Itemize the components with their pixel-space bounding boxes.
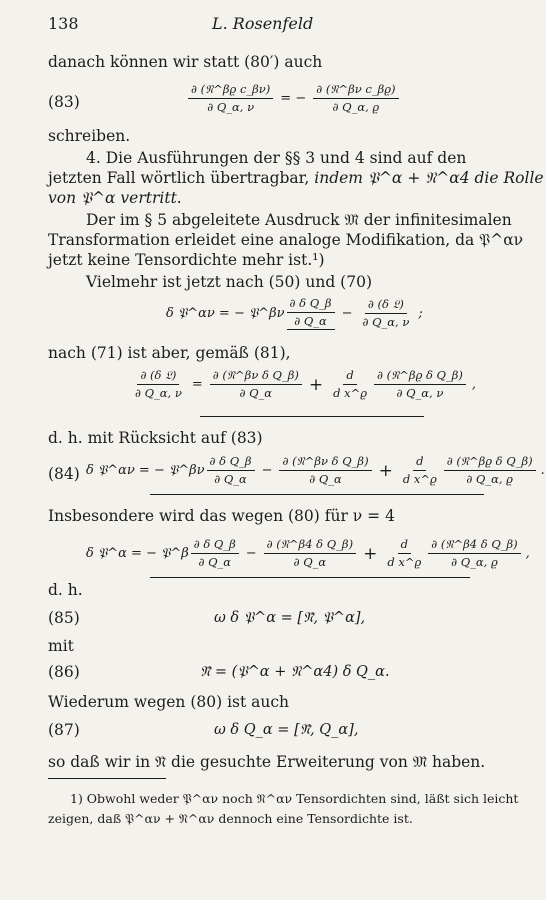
- equation-label: (87): [48, 721, 80, 739]
- fraction: $\frac{\text{∂ (δ 𝔏)}}{\partial Q\_\alpha, \nu}$: [362, 296, 410, 329]
- underline-rule: [150, 494, 484, 495]
- text-line: schreiben.: [48, 127, 131, 145]
- fraction: $\frac{d}{\text{d x\textasciicircum{}ϱ}}$: [387, 537, 422, 569]
- fraction: $\frac{\text{∂ (𝔑\textasciicircum{}β4 δ Q\_β)}}{\partial Q\_\alpha, ϱ}$: [428, 537, 520, 570]
- footnote-rule: [48, 778, 166, 779]
- fraction: $\frac{\text{∂ (𝔑\textasciicircum{}βϱ δ Q\_β)}}{\partial Q\_\alpha, ϱ}$: [444, 454, 536, 487]
- text-line: Insbesondere wird das wegen (80) für ν = 4: [48, 507, 395, 525]
- text-line: jetzt keine Tensordichte mehr ist.¹): [48, 251, 325, 269]
- equation-84: δ 𝔓^αν = − 𝔓^βν $\frac{\text{∂ δ Q\_β}}{\partial Q\_\alpha}$ − $\frac{\text{∂ (𝔑\textasciicircum{}βν δ Q\_β)}}{\partial Q\_\alpha}$ + $\frac{d}{\text{d x\textasciicircum{}ϱ}}$ $\frac{\text{∂ (𝔑\textasciicircum{}βϱ δ Q\_β)}}{\partial Q\_\alpha, ϱ}$ .: [86, 454, 545, 486]
- equation-delta-p: δ 𝔓^αν = − 𝔓^βν $\frac{\text{∂ δ Q\_β}}{\partial Q\_\alpha}$ − $\frac{\text{∂ (δ 𝔏)}}{\partial Q\_\alpha, \nu}$ ;: [166, 296, 423, 329]
- running-head: L. Rosenfeld: [212, 14, 314, 33]
- fraction: $\frac{d}{\text{d x\textasciicircum{}ϱ}}$: [333, 368, 368, 400]
- equation-delta-l: $\frac{\text{∂ (δ 𝔏)}}{\partial Q\_\alpha, \nu}$ = $\frac{\text{∂ (𝔑\textasciicircum{}βν δ Q\_β)}}{\partial Q\_\alpha}$ + $\frac{d}{\text{d x\textasciicircum{}ϱ}}$ $\frac{\text{∂ (𝔑\textasciicircum{}βϱ δ Q\_β)}}{\partial Q\_\alpha, \nu}$ ,: [130, 368, 476, 401]
- text-line: d. h. mit Rücksicht auf (83): [48, 429, 263, 447]
- text-line: Der im § 5 abgeleitete Ausdruck 𝔐̄ der infinitesimalen: [86, 211, 512, 229]
- footnote-line: zeigen, daß 𝔓^αν + 𝔑^αν dennoch eine Tensordichte ist.: [48, 811, 413, 826]
- fraction: $\frac{\text{∂ (𝔑\textasciicircum{}βϱ c\_βν)}}{\partial Q\_\alpha, \nu}$: [188, 82, 273, 115]
- equation-86: 𝔑̄ = (𝔓^α + 𝔑^α4) δ Q_α.: [200, 664, 390, 680]
- equation-label: (84): [48, 465, 80, 483]
- equation-85: ω δ 𝔓^α = [𝔑̄, 𝔓^α],: [214, 610, 366, 626]
- text-line: nach (71) ist aber, gemäß (81),: [48, 344, 291, 362]
- paragraph-4: 4. Die Ausführungen der §§ 3 und 4 sind auf den: [86, 149, 467, 167]
- underline-rule: [200, 416, 424, 417]
- fraction: $\frac{\text{∂ (δ 𝔏)}}{\partial Q\_\alpha, \nu}$: [135, 368, 182, 400]
- text-line: danach können wir statt (80′) auch: [48, 53, 323, 71]
- equation-nu-4: δ 𝔓^α = − 𝔓^β $\frac{\text{∂ δ Q\_β}}{\partial Q\_\alpha}$ − $\frac{\text{∂ (𝔑\textasciicircum{}β4 δ Q\_β)}}{\partial Q\_\alpha}$ + $\frac{d}{\text{d x\textasciicircum{}ϱ}}$ $\frac{\text{∂ (𝔑\textasciicircum{}β4 δ Q\_β)}}{\partial Q\_\alpha, ϱ}$ ,: [86, 537, 530, 569]
- equation-87: ω δ Q_α = [𝔑̄, Q_α],: [214, 722, 359, 738]
- fraction: $\frac{\text{∂ (𝔑\textasciicircum{}βν c\_βϱ)}}{\partial Q\_\alpha, ϱ}$: [313, 82, 398, 115]
- text-line: d. h.: [48, 581, 83, 599]
- equation-label: (83): [48, 93, 80, 111]
- fraction: $\frac{d}{\text{d x\textasciicircum{}ϱ}}$: [402, 454, 437, 486]
- text-line: Wiederum wegen (80) ist auch: [48, 693, 290, 711]
- equation-label: (86): [48, 663, 80, 681]
- fraction: $\frac{\text{∂ (𝔑\textasciicircum{}βν δ Q\_β)}}{\partial Q\_\alpha}$: [279, 454, 371, 487]
- underline-rule: [150, 577, 470, 578]
- equation-83: $\frac{\text{∂ (𝔑\textasciicircum{}βϱ c\_βν)}}{\partial Q\_\alpha, \nu}$ = − $\frac{\text{∂ (𝔑\textasciicircum{}βν c\_βϱ)}}{\partial Q\_\alpha, ϱ}$: [186, 82, 401, 115]
- fraction: $\frac{\text{∂ (𝔑\textasciicircum{}β4 δ Q\_β)}}{\partial Q\_\alpha}$: [264, 537, 356, 570]
- fraction: $\frac{\text{∂ (𝔑\textasciicircum{}βν δ Q\_β)}}{\partial Q\_\alpha}$: [210, 368, 302, 401]
- paragraph-4-line3: von 𝔓^α vertritt.: [48, 189, 182, 207]
- fraction: $\frac{\text{∂ δ Q\_β}}{\partial Q\_\alpha}$: [287, 296, 335, 330]
- paragraph-4-line2: jetzten Fall wörtlich übertragbar, indem 𝔓^α + 𝔑^α4 die Rolle: [48, 169, 544, 187]
- fraction: $\frac{\text{∂ δ Q\_β}}{\partial Q\_\alpha}$: [191, 537, 239, 570]
- page-number: 138: [48, 14, 79, 33]
- fraction: $\frac{\text{∂ δ Q\_β}}{\partial Q\_\alpha}$: [207, 454, 255, 487]
- equation-label: (85): [48, 609, 80, 627]
- footnote-line: 1) Obwohl weder 𝔓^αν noch 𝔑^αν Tensordichten sind, läßt sich leicht: [70, 791, 519, 806]
- text-line: Vielmehr ist jetzt nach (50) und (70): [86, 273, 372, 291]
- fraction: $\frac{\text{∂ (𝔑\textasciicircum{}βϱ δ Q\_β)}}{\partial Q\_\alpha, \nu}$: [374, 368, 466, 401]
- text-line: so daß wir in 𝔑̄ die gesuchte Erweiterung von 𝔐̄ haben.: [48, 753, 486, 771]
- text-line: Transformation erleidet eine analoge Modifikation, da 𝔓^αν: [48, 231, 524, 249]
- text-line: mit: [48, 637, 74, 655]
